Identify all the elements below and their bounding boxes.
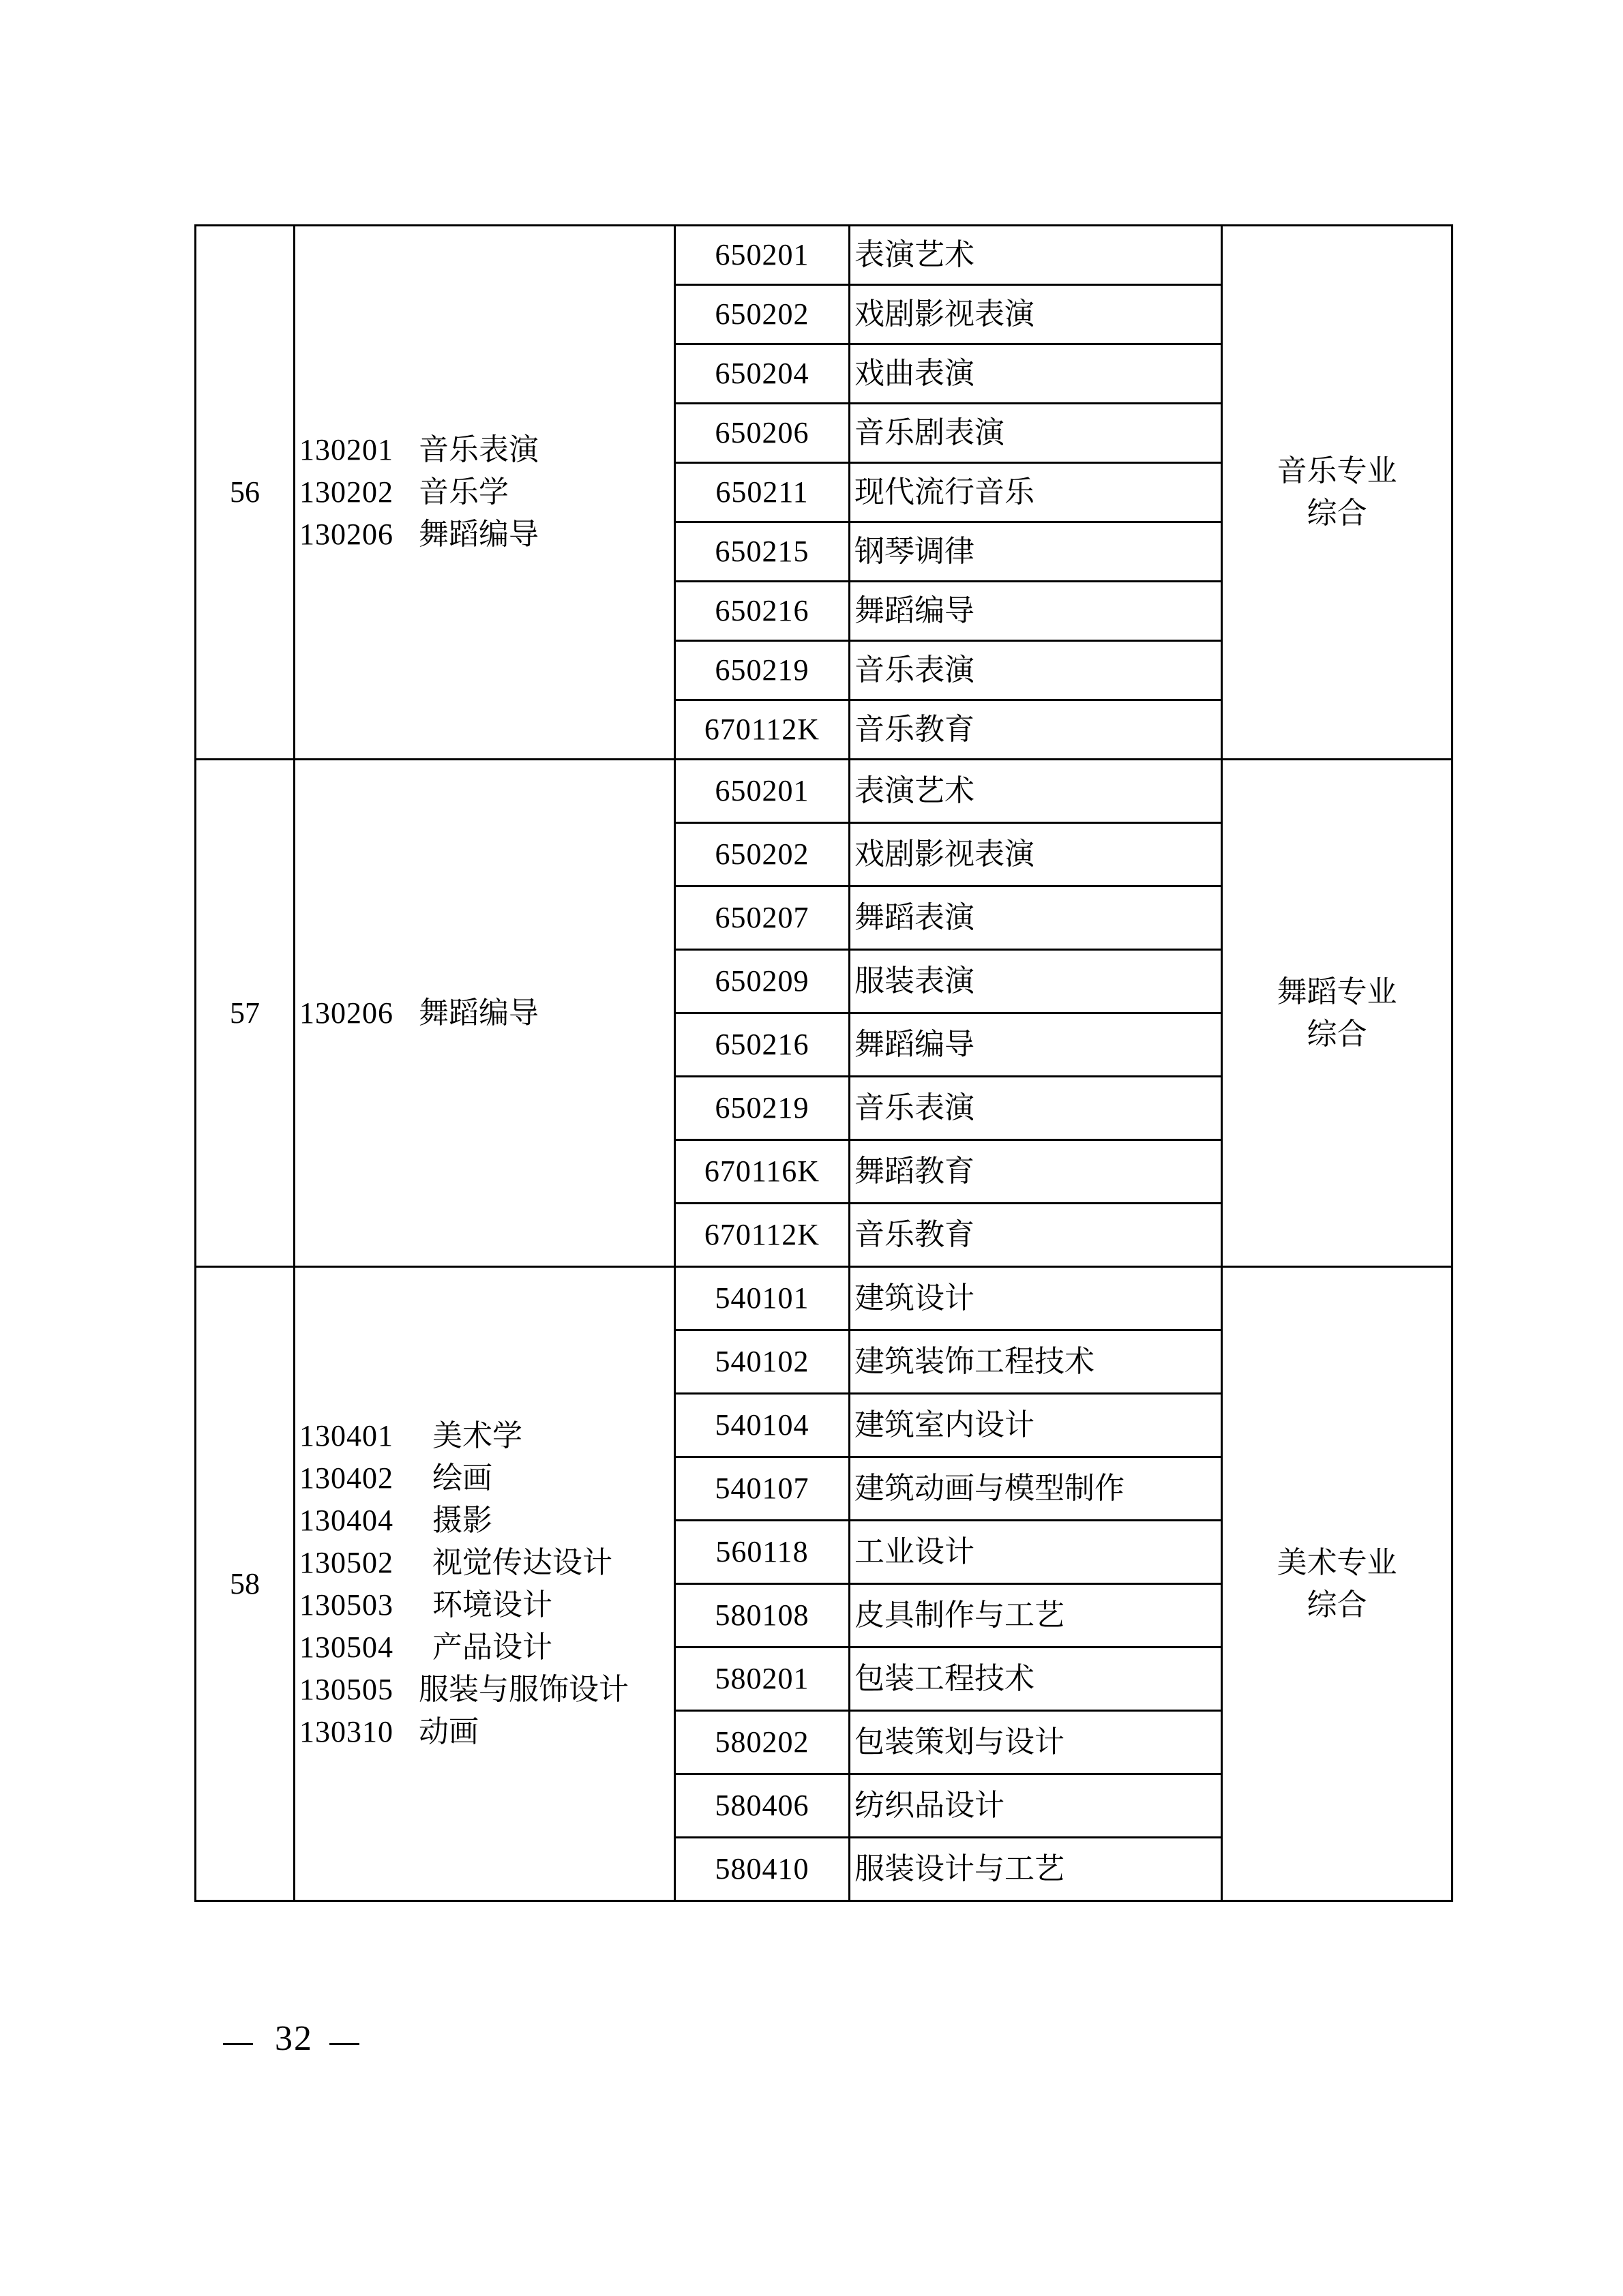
bachelor-major-name: 舞蹈编导	[419, 518, 539, 551]
bachelor-majors-cell	[295, 760, 675, 1267]
vocational-major-code: 650219	[675, 641, 850, 700]
bachelor-major-item	[299, 429, 674, 471]
page-number-dash-right	[329, 2043, 359, 2045]
vocational-major-code: 580201	[675, 1648, 850, 1711]
exam-subject-cell	[1222, 1267, 1453, 1901]
bachelor-major-code: 130206	[299, 996, 393, 1030]
vocational-major-code: 650207	[675, 886, 850, 950]
vocational-major-code: 650216	[675, 1013, 850, 1077]
bachelor-major-item	[299, 1457, 674, 1500]
bachelor-majors-list	[295, 429, 674, 556]
vocational-major-code: 540107	[675, 1457, 850, 1521]
vocational-major-code: 580410	[675, 1838, 850, 1901]
bachelor-major-code: 130502	[299, 1545, 393, 1579]
vocational-major-code: 650202	[675, 285, 850, 344]
bachelor-major-name: 产品设计	[432, 1630, 552, 1664]
vocational-major-code: 670112K	[675, 700, 850, 760]
bachelor-major-item	[299, 1669, 674, 1711]
vocational-major-name: 音乐教育	[850, 1204, 1222, 1267]
exam-subject-line2: 综合	[1307, 1587, 1367, 1622]
bachelor-major-code: 130505	[299, 1672, 393, 1706]
vocational-major-name: 表演艺术	[850, 226, 1222, 285]
bachelor-major-item	[299, 1626, 674, 1669]
table-row	[196, 1267, 1453, 1330]
vocational-major-name: 戏曲表演	[850, 344, 1222, 404]
exam-subject-cell	[1222, 226, 1453, 760]
vocational-major-name: 舞蹈表演	[850, 886, 1222, 950]
bachelor-major-name: 摄影	[432, 1503, 492, 1537]
bachelor-majors-cell	[295, 226, 675, 760]
vocational-major-name: 表演艺术	[850, 760, 1222, 823]
bachelor-major-name: 视觉传达设计	[432, 1545, 612, 1579]
vocational-major-name: 服装设计与工艺	[850, 1838, 1222, 1901]
vocational-major-name: 舞蹈编导	[850, 582, 1222, 641]
group-number: 57	[196, 760, 295, 1267]
bachelor-major-item	[299, 992, 674, 1034]
exam-subject-cell	[1222, 760, 1453, 1267]
vocational-major-name: 音乐表演	[850, 1077, 1222, 1140]
vocational-major-name: 建筑装饰工程技术	[850, 1330, 1222, 1394]
vocational-major-name: 音乐表演	[850, 641, 1222, 700]
exam-subject-line1: 舞蹈专业	[1277, 974, 1397, 1009]
vocational-major-code: 650216	[675, 582, 850, 641]
page-number-dash-left	[223, 2043, 253, 2045]
vocational-major-code: 650219	[675, 1077, 850, 1140]
majors-table	[194, 224, 1453, 1902]
page-number	[0, 2018, 1623, 2066]
bachelor-major-code: 130401	[299, 1418, 393, 1452]
bachelor-major-code: 130404	[299, 1503, 393, 1537]
bachelor-major-item	[299, 513, 674, 556]
bachelor-major-code: 130503	[299, 1587, 393, 1622]
bachelor-major-name: 动画	[419, 1714, 479, 1748]
vocational-major-name: 工业设计	[850, 1521, 1222, 1584]
exam-subject-line2: 综合	[1307, 496, 1367, 530]
vocational-major-name: 音乐剧表演	[850, 404, 1222, 463]
bachelor-major-name: 舞蹈编导	[419, 996, 539, 1030]
bachelor-major-code: 130402	[299, 1461, 393, 1495]
bachelor-major-code: 130202	[299, 475, 393, 509]
vocational-major-name: 建筑设计	[850, 1267, 1222, 1330]
exam-subject-line1: 音乐专业	[1277, 454, 1397, 488]
exam-subject-line1: 美术专业	[1277, 1545, 1397, 1579]
bachelor-major-code: 130504	[299, 1630, 393, 1664]
vocational-major-code: 650206	[675, 404, 850, 463]
vocational-major-code: 540102	[675, 1330, 850, 1394]
bachelor-major-code: 130310	[299, 1714, 393, 1748]
exam-subject-line2: 综合	[1307, 1017, 1367, 1051]
vocational-major-code: 650209	[675, 950, 850, 1013]
bachelor-major-code: 130206	[299, 518, 393, 551]
vocational-major-code: 650201	[675, 226, 850, 285]
table-row	[196, 760, 1453, 823]
vocational-major-name: 钢琴调律	[850, 522, 1222, 582]
bachelor-major-item	[299, 1711, 674, 1753]
vocational-major-name: 皮具制作与工艺	[850, 1584, 1222, 1648]
bachelor-major-item	[299, 1542, 674, 1584]
bachelor-major-name: 音乐学	[419, 475, 509, 509]
vocational-major-code: 650201	[675, 760, 850, 823]
vocational-major-code: 560118	[675, 1521, 850, 1584]
vocational-major-name: 建筑室内设计	[850, 1394, 1222, 1457]
vocational-major-code: 580406	[675, 1774, 850, 1838]
vocational-major-code: 540101	[675, 1267, 850, 1330]
vocational-major-code: 540104	[675, 1394, 850, 1457]
group-number: 58	[196, 1267, 295, 1901]
bachelor-major-name: 环境设计	[432, 1587, 552, 1622]
vocational-major-code: 580202	[675, 1711, 850, 1774]
bachelor-major-name: 音乐表演	[419, 433, 539, 466]
vocational-major-name: 建筑动画与模型制作	[850, 1457, 1222, 1521]
table-row	[196, 226, 1453, 285]
group-number: 56	[196, 226, 295, 760]
bachelor-majors-cell	[295, 1267, 675, 1901]
vocational-major-name: 包装工程技术	[850, 1648, 1222, 1711]
page-number-value: 32	[275, 2019, 313, 2058]
vocational-major-name: 现代流行音乐	[850, 463, 1222, 522]
bachelor-major-item	[299, 1584, 674, 1626]
vocational-major-code: 650215	[675, 522, 850, 582]
vocational-major-name: 戏剧影视表演	[850, 823, 1222, 886]
bachelor-major-name: 服装与服饰设计	[419, 1672, 629, 1706]
vocational-major-code: 650202	[675, 823, 850, 886]
bachelor-major-name: 绘画	[432, 1461, 492, 1495]
vocational-major-code: 670112K	[675, 1204, 850, 1267]
vocational-major-name: 纺织品设计	[850, 1774, 1222, 1838]
vocational-major-code: 580108	[675, 1584, 850, 1648]
vocational-major-name: 服装表演	[850, 950, 1222, 1013]
vocational-major-name: 舞蹈教育	[850, 1140, 1222, 1204]
bachelor-major-name: 美术学	[432, 1418, 522, 1452]
bachelor-major-item	[299, 1500, 674, 1542]
vocational-major-name: 舞蹈编导	[850, 1013, 1222, 1077]
bachelor-major-code: 130201	[299, 433, 393, 466]
bachelor-major-item	[299, 471, 674, 513]
vocational-major-name: 包装策划与设计	[850, 1711, 1222, 1774]
bachelor-major-item	[299, 1415, 674, 1457]
vocational-major-name: 戏剧影视表演	[850, 285, 1222, 344]
vocational-major-code: 670116K	[675, 1140, 850, 1204]
vocational-major-code: 650211	[675, 463, 850, 522]
bachelor-majors-list	[295, 1415, 674, 1753]
bachelor-majors-list	[295, 992, 674, 1034]
vocational-major-name: 音乐教育	[850, 700, 1222, 760]
vocational-major-code: 650204	[675, 344, 850, 404]
